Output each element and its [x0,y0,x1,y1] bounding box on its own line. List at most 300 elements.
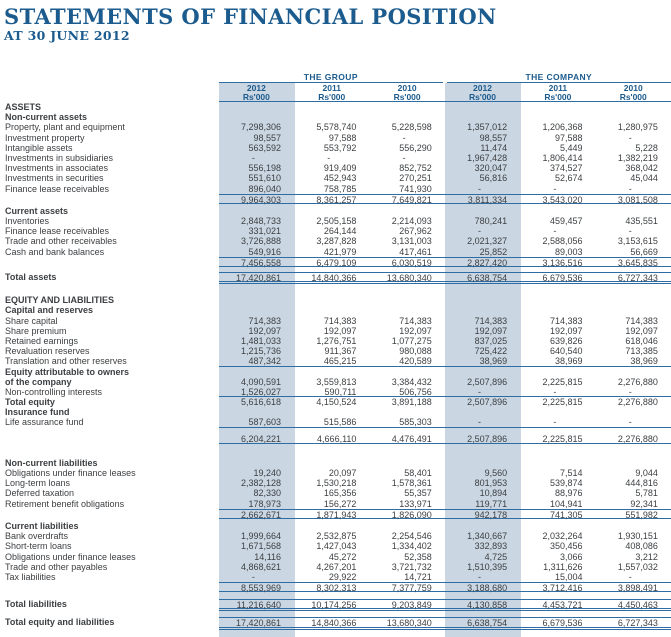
value-cell: 515,586 [323,417,357,428]
table-body [4,102,671,628]
value-cell: - [327,152,331,163]
value-cell: 6,479,109 [316,257,357,268]
table-row [4,356,671,366]
value-cell: 2,276,880 [617,397,658,408]
value-cell: 11,474 [480,142,508,153]
table-row [4,257,671,267]
table-row [4,216,671,226]
value-cell: 2,382,128 [241,478,282,489]
table-row [4,316,671,326]
value-cell: - [628,386,632,397]
value-cell: 19,240 [253,468,282,478]
value-cell: 192,097 [474,325,508,336]
value-cell: 38,969 [630,356,658,367]
row-label: Tax liabilities [5,571,56,582]
value-cell: 1,206,368 [542,122,583,133]
table-row [4,236,671,246]
value-cell: 556,290 [399,142,432,153]
value-cell: 6,030,519 [391,257,432,268]
row-label: Current liabilities [5,520,79,531]
value-cell: 192,097 [248,325,282,336]
value-cell: 2,507,896 [467,376,508,387]
value-cell: - [402,132,406,143]
value-cell: 3,212 [635,551,658,562]
value-cell: 2,507,896 [467,397,508,408]
row-label: Short-term loans [5,541,72,552]
value-cell: 4,450,463 [617,600,658,611]
row-label: Retirement benefit obligations [5,498,125,509]
value-cell: 4,267,201 [316,561,357,572]
value-cell: 714,383 [399,315,432,326]
value-cell: 2,532,875 [316,531,357,542]
value-cell: - [628,226,632,237]
value-cell: 896,040 [248,183,282,194]
value-cell: - [477,417,481,428]
value-cell: 97,588 [328,132,357,143]
row-label: Investments in subsidiaries [5,152,114,163]
table-row [4,102,671,112]
value-cell: 3,136,516 [542,257,583,268]
row-label: Finance lease receivables [5,226,110,237]
year-header-row [4,83,671,102]
value-cell: 178,973 [248,498,282,509]
value-cell: 5,578,740 [316,122,357,133]
value-cell: 192,097 [625,325,658,336]
value-cell: 9,560 [484,468,508,478]
value-cell: 5,228,598 [391,122,432,133]
value-cell: 2,662,671 [241,509,282,520]
value-cell: 5,781 [635,488,658,499]
value-cell: 38,969 [555,356,583,367]
value-cell: 3,384,432 [391,376,432,387]
value-cell: 7,456,558 [241,257,282,268]
table-row [4,247,671,257]
value-cell: 2,225,815 [542,433,583,444]
table-row [4,295,671,305]
column-header: 2010 Rs'000 [393,83,421,102]
value-cell: 3,712,416 [542,583,583,594]
value-cell: 264,144 [323,226,357,237]
value-cell: 6,638,754 [467,618,508,629]
value-cell: - [477,571,481,582]
value-cell: 97,588 [555,132,583,143]
table-row [4,541,671,551]
row-label: Property, plant and equipment [5,122,125,133]
row-label: Total assets [5,272,57,282]
row-label: Long-term loans [5,478,71,489]
table-row [4,468,671,478]
value-cell: 801,953 [474,478,508,489]
value-cell: 452,943 [323,173,357,184]
table-row [4,458,671,468]
table-row [4,272,671,282]
value-cell: 852,752 [399,163,432,174]
value-cell: 3,188,680 [467,583,508,594]
row-label: Share premium [5,325,67,336]
value-cell: 4,130,858 [467,600,508,611]
value-cell: 156,272 [323,498,357,509]
table-row [4,552,671,562]
table-row [4,377,671,387]
table-row [4,133,671,143]
row-label: Investment property [5,132,85,143]
value-cell: 1,557,032 [617,561,658,572]
value-cell: 320,047 [474,163,508,174]
value-cell: 3,811,334 [467,194,508,205]
value-cell: 8,302,313 [316,583,357,594]
value-cell: 1,340,667 [467,531,508,542]
row-label: EQUITY AND LIABILITIES [5,295,115,306]
table-row [4,562,671,572]
table-row [4,163,671,173]
row-label: Trade and other payables [5,561,108,572]
value-cell: 3,726,888 [241,236,282,247]
value-cell: 192,097 [399,325,432,336]
value-cell: 590,711 [324,386,357,397]
value-cell: 98,557 [253,132,282,143]
value-cell: 420,589 [399,356,432,367]
value-cell: 6,727,343 [617,273,658,283]
value-cell: 1,578,361 [391,478,432,489]
value-cell: 758,785 [323,183,357,194]
page-title: STATEMENTS OF FINANCIAL POSITION [4,4,497,29]
column-header: 2011 Rs'000 [318,83,346,102]
value-cell: 1,276,751 [316,335,357,346]
value-cell: 89,003 [555,246,583,257]
row-label: Obligations under finance leases [5,551,136,562]
row-label: Cash and bank balances [5,246,105,257]
table-row [4,599,671,609]
table-row [4,509,671,519]
value-cell: 9,203,849 [391,600,432,611]
row-label [4,257,219,267]
table-row [4,521,671,531]
value-cell: 267,962 [399,226,432,237]
value-cell: 2,032,264 [542,531,583,542]
value-cell: 20,097 [328,468,357,478]
table-row [4,499,671,509]
value-cell: 919,409 [323,163,357,174]
spacer-row [4,592,671,599]
row-label: Insurance fund [5,407,70,418]
value-cell: 45,272 [328,551,357,562]
value-cell: - [402,152,406,163]
value-cell: 1,826,090 [391,509,432,520]
table-row [4,194,671,204]
value-cell: 133,971 [399,498,432,509]
value-cell: 2,021,327 [467,236,508,247]
row-label: Non-current liabilities [5,457,98,468]
value-cell: 725,422 [474,346,508,357]
value-cell: - [628,417,632,428]
value-cell: 435,551 [625,216,658,227]
value-cell: 6,679,536 [542,273,583,283]
financial-position-table [4,72,671,637]
value-cell: 331,021 [248,226,282,237]
row-label: Investments in associates [5,163,109,174]
value-cell: 506,756 [399,386,432,397]
table-row [4,122,671,132]
value-cell: 4,868,621 [241,561,282,572]
value-cell: 38,969 [479,356,508,367]
value-cell: 98,557 [479,132,508,143]
table-row [4,407,671,417]
value-cell: 4,725 [484,551,508,562]
value-cell: 3,066 [560,551,583,562]
value-cell: - [477,226,481,237]
value-cell: 2,827,420 [467,257,508,268]
value-cell: 7,649,821 [391,194,432,205]
table-row [4,367,671,377]
value-cell: - [553,226,557,237]
value-cell: 5,449 [560,142,583,153]
row-label: Translation and other reserves [5,356,127,367]
value-cell: 2,225,815 [542,376,583,387]
value-cell: 17,420,861 [236,273,282,283]
spacer-row [4,282,671,295]
value-cell: 714,383 [248,315,282,326]
value-cell: 10,174,256 [311,600,357,611]
value-cell: 1,357,012 [467,122,508,133]
value-cell: 6,638,754 [467,273,508,283]
value-cell: 14,840,366 [311,618,357,629]
table-row [4,531,671,541]
row-label: Non-current assets [5,112,88,123]
value-cell: 1,077,275 [391,335,432,346]
value-cell: 5,616,618 [241,397,282,408]
value-cell: 618,046 [625,335,658,346]
column-header: 2010 Rs'000 [619,83,647,102]
row-label: Obligations under finance leases [5,468,136,478]
value-cell: 9,044 [635,468,658,478]
table-row [4,434,671,444]
table-row [4,346,671,356]
table-row [4,153,671,163]
value-cell: 563,592 [248,142,282,153]
value-cell: 1,530,218 [316,478,357,489]
value-cell: 408,086 [625,541,658,552]
value-cell: 192,097 [550,325,583,336]
value-cell: 3,543,020 [542,194,583,205]
value-cell: 56,816 [479,173,508,184]
group-header-the-company: THE COMPANY [447,72,671,83]
value-cell: 556,198 [248,163,282,174]
value-cell: 553,792 [323,142,357,153]
column-header: 2012 Rs'000 [468,83,497,102]
table-row [4,206,671,216]
value-cell: - [628,571,632,582]
value-cell: 1,806,414 [542,152,583,163]
row-label: Equity attributable to owners [5,366,130,377]
row-label: ASSETS [5,102,42,112]
table-row [4,582,671,592]
value-cell: - [251,571,255,582]
value-cell: 56,669 [630,246,658,257]
row-label: Share capital [5,315,58,326]
value-cell: 88,976 [555,488,583,499]
value-cell: 539,874 [550,478,583,489]
table-row [4,173,671,183]
value-cell: 7,377,759 [391,583,432,594]
value-cell: 3,131,003 [391,236,432,247]
value-cell: 1,526,027 [241,386,282,397]
value-cell: 713,385 [625,346,658,357]
value-cell: 1,481,033 [241,335,282,346]
value-cell: 3,559,813 [316,376,357,387]
value-cell: 2,505,158 [316,216,357,227]
value-cell: 1,311,626 [543,561,583,572]
value-cell: 1,280,975 [617,122,658,133]
row-label: of the company [5,376,72,387]
value-cell: 119,771 [475,498,508,509]
value-cell: 585,303 [399,417,432,428]
value-cell: 165,356 [323,488,357,499]
value-cell: 2,507,896 [467,433,508,444]
value-cell: 549,916 [248,246,282,257]
spacer-row [4,609,671,617]
value-cell: 942,178 [474,509,508,520]
value-cell: 2,254,546 [391,531,432,542]
row-label: Total equity and liabilities [5,617,115,628]
value-cell: 3,721,732 [391,561,432,572]
value-cell: 6,679,536 [542,618,583,629]
value-cell: 4,150,524 [316,397,357,408]
value-cell: 7,298,306 [241,122,282,133]
value-cell: 741,305 [550,509,583,520]
value-cell: 551,610 [248,173,282,184]
value-cell: 14,116 [254,551,282,562]
value-cell: 6,204,221 [241,433,282,444]
value-cell: 82,330 [253,488,282,499]
value-cell: 58,401 [404,468,432,478]
row-label: Non-controlling interests [5,386,103,397]
value-cell: 1,871,943 [316,509,357,520]
value-cell: 1,967,428 [467,152,508,163]
value-cell: 1,215,736 [241,346,282,357]
table-row [4,326,671,336]
value-cell: - [477,183,481,194]
table-row [4,387,671,397]
value-cell: 29,922 [328,571,357,582]
table-row [4,417,671,427]
value-cell: 270,251 [399,173,432,184]
value-cell: 2,848,733 [241,216,282,227]
value-cell: 350,456 [550,541,583,552]
value-cell: 2,225,815 [542,397,583,408]
group-header-the-group: THE GROUP [219,72,443,83]
table-row [4,305,671,315]
value-cell: 374,527 [550,163,583,174]
value-cell: 3,898,491 [617,583,658,594]
value-cell: 587,603 [248,417,282,428]
table-row [4,184,671,194]
value-cell: 3,891,188 [391,397,432,408]
table-row [4,488,671,498]
table-row [4,226,671,236]
value-cell: - [628,132,632,143]
row-label: Inventories [5,216,50,227]
value-cell: 45,044 [630,173,658,184]
value-cell: 1,999,664 [241,531,282,542]
row-label [4,194,219,204]
spacer-row [4,444,671,458]
value-cell: 3,153,615 [617,236,658,247]
table-row [4,617,671,627]
value-cell: - [553,183,557,194]
row-label: Current assets [5,205,69,216]
value-cell: 2,276,880 [617,376,658,387]
value-cell: 714,383 [550,315,583,326]
value-cell: 10,894 [479,488,508,499]
value-cell: 332,893 [474,541,508,552]
table-row [4,143,671,153]
row-label: Finance lease receivables [5,183,110,194]
value-cell: 13,680,340 [386,618,432,629]
value-cell: - [251,152,255,163]
value-cell: - [477,386,481,397]
table-row [4,572,671,582]
row-label [4,582,219,592]
value-cell: 640,540 [550,346,583,357]
value-cell: 714,383 [625,315,658,326]
row-label: Intangible assets [5,142,73,153]
value-cell: 1,334,402 [391,541,432,552]
value-cell: 92,341 [630,498,658,509]
value-cell: 11,216,640 [236,600,282,611]
value-cell: 3,645,835 [617,257,658,268]
group-header-row [4,72,671,83]
table-row [4,397,671,407]
value-cell: 4,476,491 [391,433,432,444]
value-cell: 2,588,056 [542,236,583,247]
value-cell: 25,852 [479,246,508,257]
table-row [4,112,671,122]
value-cell: - [553,417,557,428]
value-cell: 15,004 [555,571,583,582]
value-cell: 8,361,257 [316,194,357,205]
value-cell: 551,982 [625,509,658,520]
row-label: Life assurance fund [5,417,84,428]
value-cell: 714,383 [474,315,508,326]
value-cell: 104,941 [550,498,583,509]
row-label: Trade and other receivables [5,236,117,247]
row-label [4,434,219,444]
value-cell: 8,553,969 [241,583,282,594]
value-cell: 5,228 [635,142,658,153]
value-cell: 639,826 [550,335,583,346]
value-cell: 3,081,508 [617,194,658,205]
value-cell: 14,721 [404,571,432,582]
value-cell: 421,979 [323,246,357,257]
column-header: 2012 Rs'000 [242,83,270,102]
row-label: Total equity [5,397,55,408]
row-label: Retained earnings [5,335,79,346]
value-cell: 417,461 [399,246,432,257]
value-cell: 52,674 [555,173,583,184]
value-cell: 487,342 [248,356,282,367]
value-cell: 13,680,340 [386,273,432,283]
value-cell: - [553,386,557,397]
value-cell: 459,457 [550,216,583,227]
value-cell: 14,840,366 [311,273,357,283]
row-label: Investments in securities [5,173,104,184]
value-cell: 2,276,880 [617,433,658,444]
value-cell: 837,025 [474,335,508,346]
row-label: Deferred taxation [5,488,75,499]
value-cell: 17,420,861 [236,618,282,629]
value-cell: 7,514 [560,468,583,478]
table-row [4,478,671,488]
